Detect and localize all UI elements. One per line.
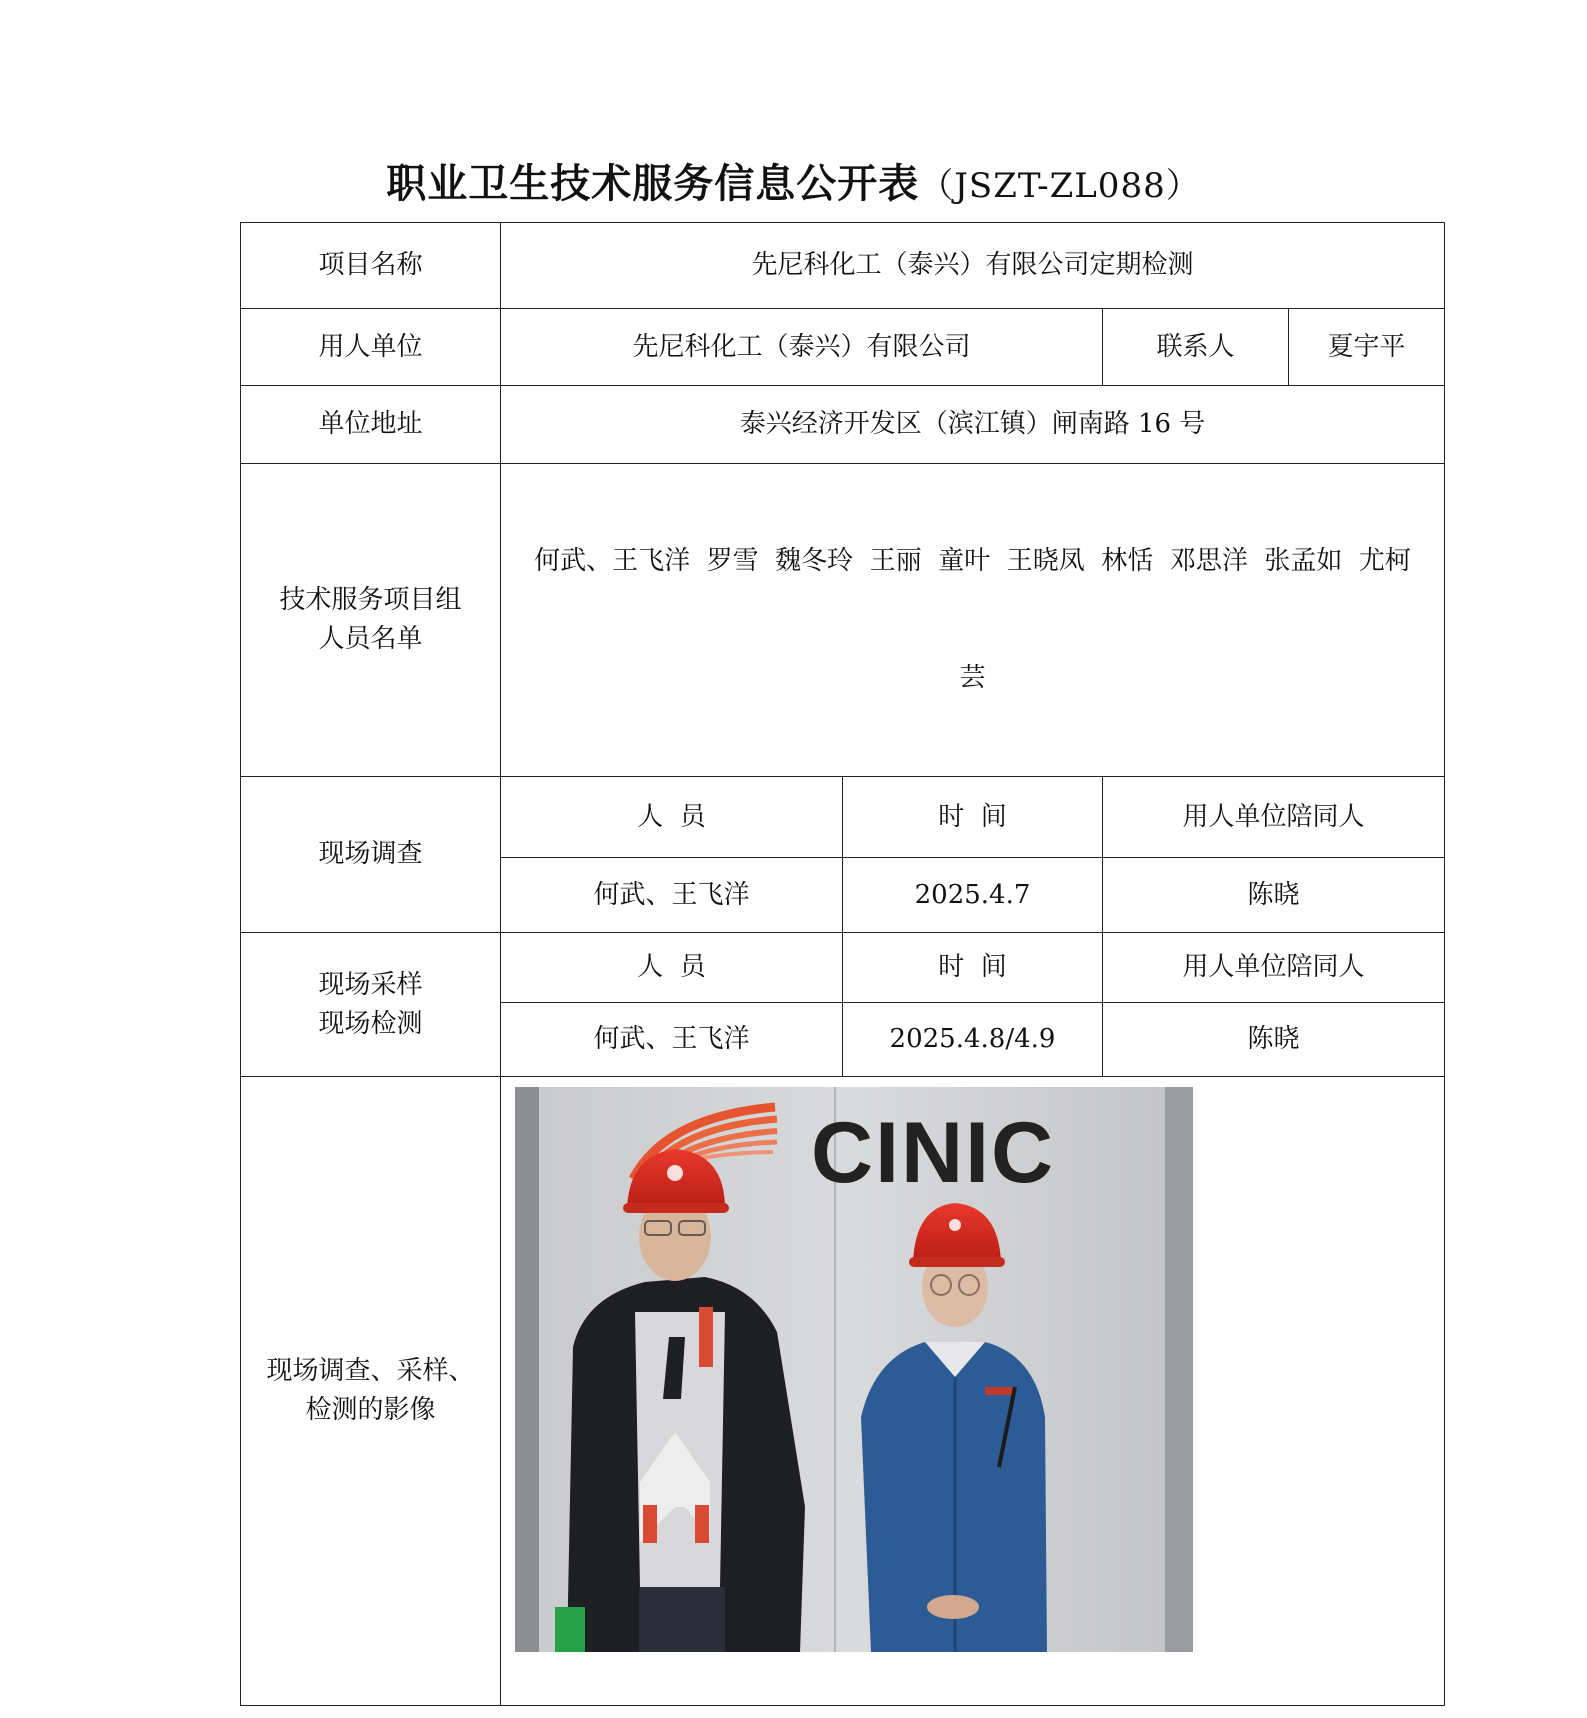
row-images	[241, 1077, 1445, 1706]
contact-value: 夏宇平	[1289, 309, 1445, 386]
images-cell	[501, 1077, 1445, 1706]
row-survey-header	[241, 777, 1445, 858]
team-label-line2: 人员名单	[318, 624, 423, 654]
site-photo	[515, 1087, 1193, 1652]
project-name-value: 先尼科化工（泰兴）有限公司定期检测	[501, 223, 1445, 309]
sampling-col-time: 时 间	[843, 933, 1103, 1003]
row-address	[241, 386, 1445, 464]
team-label-line1: 技术服务项目组	[279, 585, 462, 615]
survey-col-person: 人 员	[501, 777, 843, 858]
sampling-accompany: 陈晓	[1103, 1003, 1445, 1077]
title-main: 职业卫生技术服务信息公开表	[386, 160, 920, 207]
logo-text: CINIC	[811, 1105, 1056, 1201]
row-team	[241, 464, 1445, 777]
sampling-time: 2025.4.8/4.9	[843, 1003, 1103, 1077]
survey-time: 2025.4.7	[843, 858, 1103, 933]
door-frame-left	[515, 1087, 539, 1652]
team-label	[241, 464, 501, 777]
row-project-name	[241, 223, 1445, 309]
survey-label: 现场调查	[241, 777, 501, 933]
info-table	[240, 222, 1445, 1706]
page-title	[0, 152, 1587, 209]
images-label-line2: 检测的影像	[305, 1395, 436, 1425]
survey-accompany: 陈晓	[1103, 858, 1445, 933]
door-frame-right	[1165, 1087, 1193, 1652]
project-name-label: 项目名称	[241, 223, 501, 309]
row-sampling-header	[241, 933, 1445, 1003]
sampling-label	[241, 933, 501, 1077]
survey-col-accompany: 用人单位陪同人	[1103, 777, 1445, 858]
survey-person: 何武、王飞洋	[501, 858, 843, 933]
employer-value: 先尼科化工（泰兴）有限公司	[501, 309, 1103, 386]
sampling-label-line1: 现场采样	[318, 969, 423, 1000]
team-value-line1: 何武、王飞洋 罗雪 魏冬玲 王丽 童叶 王晓凤 林恬 邓思洋 张孟如 尤柯	[534, 546, 1411, 576]
sampling-col-accompany: 用人单位陪同人	[1103, 933, 1445, 1003]
survey-col-time: 时 间	[843, 777, 1103, 858]
team-value	[501, 464, 1445, 777]
sampling-person: 何武、王飞洋	[501, 1003, 843, 1077]
address-value: 泰兴经济开发区（滨江镇）闸南路 16 号	[501, 386, 1445, 464]
employer-label: 用人单位	[241, 309, 501, 386]
row-employer	[241, 309, 1445, 386]
team-value-line2: 芸	[959, 663, 986, 693]
title-code: （JSZT-ZL088）	[919, 166, 1201, 206]
sampling-col-person: 人 员	[501, 933, 843, 1003]
images-label	[241, 1077, 501, 1706]
contact-label: 联系人	[1103, 309, 1289, 386]
address-label: 单位地址	[241, 386, 501, 464]
sampling-label-line2: 现场检测	[318, 1008, 423, 1039]
images-label-line1: 现场调查、采样、	[266, 1356, 475, 1386]
